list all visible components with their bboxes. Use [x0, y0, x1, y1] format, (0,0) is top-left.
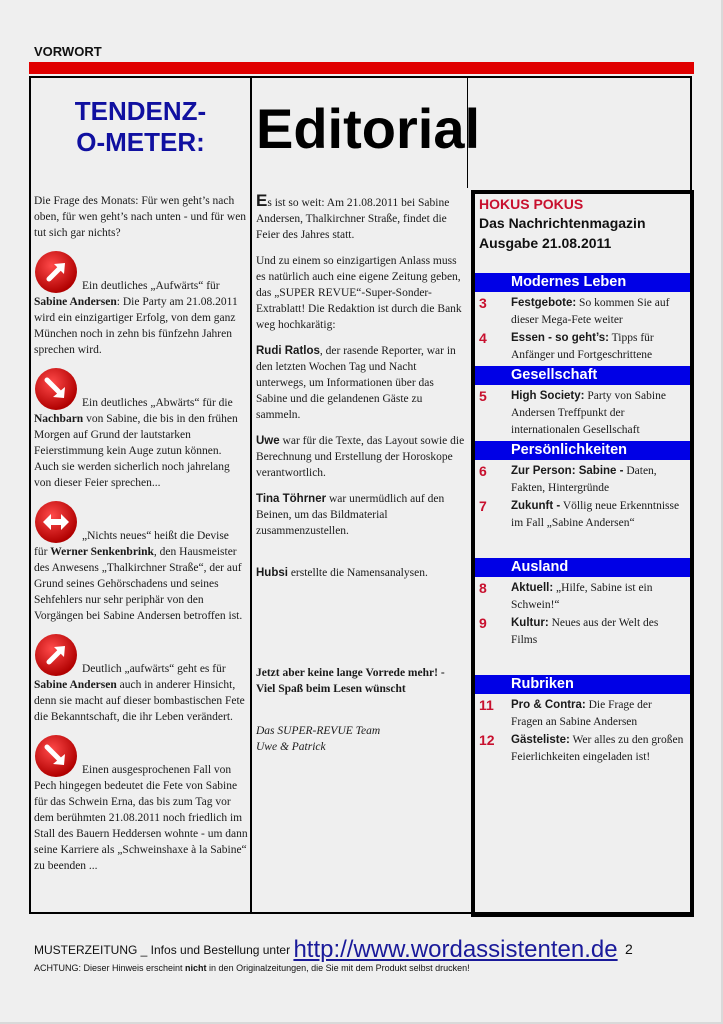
staff-name: Tina Töhrner [256, 493, 327, 505]
trend-text: „Nichts neues“ heißt die Devise für Werner Senkenbrink, den Hausmeister des Anwesens „Thalkirchner Straße“, der auf Grund seines Gehörschadens und seines Sehfehlers nur sehr periphär von den Vorgängen bei Sabine Andersen betroffen ist. [34, 530, 243, 622]
toc-item[interactable] [475, 295, 690, 329]
footer-notice: ACHTUNG: Dieser Hinweis erscheint nicht in den Originalzeitungen, die Sie mit dem Produkt selbst drucken! [34, 963, 470, 973]
toc-keyword: Gästeliste: [511, 734, 570, 746]
editorial-signature: Das SUPER-REVUE Team Uwe & Patrick [256, 725, 381, 753]
toc-category[interactable]: Rubriken [475, 675, 690, 694]
toc-page-number: 7 [479, 498, 487, 514]
toc-header [475, 194, 690, 253]
drop-letter: E [256, 191, 268, 210]
trend-lead: „Nichts neues“ heißt die Devise [82, 530, 229, 542]
toc-page-number: 5 [479, 388, 487, 404]
toc-item[interactable] [475, 388, 690, 439]
tendenz-title [31, 96, 250, 158]
tendenz-column [34, 193, 248, 874]
tendenz-title-line2: O-METER: [76, 127, 205, 157]
toc-item-text: Gästeliste: Wer alles zu den großen Feierlichkeiten eingeladen ist! [511, 734, 684, 763]
toc-page-number: 11 [479, 697, 494, 713]
toc-item-text: High Society: Party von Sabine Andersen Treffpunkt der internationalen Gesellschaft [511, 390, 666, 436]
trend-item [34, 734, 248, 874]
trend-list [34, 250, 248, 874]
trend-lead: Deutlich „aufwärts“ geht es für [82, 663, 226, 675]
trend-lead: Einen ausgesprochenen Fall von [82, 764, 232, 776]
toc-item-text: Aktuell: „Hilfe, Sabine ist ein Schwein!“ [511, 582, 653, 611]
trend-item [34, 633, 248, 725]
toc-category[interactable]: Modernes Leben [475, 273, 690, 292]
trend-text: Ein deutliches „Abwärts“ für die Nachbarn von Sabine, die bis in den frühen Morgen auf Grund der lautstarken Feierstimmung kein Auge zutun können. Auch sie werden sicherlich noch jahrelang von dieser Feier sprechen... [34, 397, 238, 489]
trend-lead: Ein deutliches „Abwärts“ für die [82, 397, 233, 409]
trend-text: Deutlich „aufwärts“ geht es für Sabine Andersen auch in anderer Hinsicht, denn sie macht auf dieser bombastischen Fete die Bekanntschaft, die ihr Leben verändert. [34, 663, 245, 723]
staff-entry: Hubsi erstellte die Namensanalysen. [256, 567, 428, 579]
toc-category[interactable]: Gesellschaft [475, 366, 690, 385]
staff-list [256, 343, 466, 581]
footer-link[interactable]: http://www.wordassistenten.de [293, 936, 618, 963]
staff-entry: Tina Töhrner war unermüdlich auf den Beinen, um das Bildmaterial zusammenzustellen. [256, 493, 445, 537]
toc-sections [475, 273, 690, 766]
section-label: VORWORT [34, 44, 102, 59]
trend-lead: Ein deutliches „Aufwärts“ für [82, 280, 220, 292]
toc-page-number: 9 [479, 615, 487, 631]
editorial-paragraph: Und zu einem so einzigartigen Anlass muss es natürlich auch eine eigene Zeitung geben, das „SUPER REVUE“-Super-Sonder-Extrablatt! Die Redaktion ist durch die Bank weg hochkarätig: [256, 255, 462, 331]
trend-text: Einen ausgesprochenen Fall von Pech hingegen bedeutet die Fete von Sabine für das Schwein Erna, das bis zum Tag vor dem berühmten 21.08.2011 noch friedlich im Stall des Bauern Heddersen wohnte - um dann seine Karriere als „Schweinshaxe à la Sabine“ zu beenden ... [34, 764, 248, 872]
toc-keyword: High Society: [511, 390, 585, 402]
toc-issue: Ausgabe 21.08.2011 [479, 235, 612, 251]
trend-subject: Werner Senkenbrink [50, 546, 154, 558]
red-header-bar [29, 62, 694, 74]
toc-keyword: Zur Person: Sabine - [511, 465, 624, 477]
staff-entry: Rudi Ratlos, der rasende Reporter, war in den letzten Wochen Tag und Nacht unterwegs, um Informationen über das Sabine und die gelandenen Gäste zu sammeln. [256, 345, 456, 421]
footer-prefix: MUSTERZEITUNG _ Infos und Bestellung unter [34, 943, 294, 957]
trend-item [34, 250, 248, 358]
toc-item[interactable] [475, 330, 690, 364]
toc-item[interactable] [475, 732, 690, 766]
toc-item-text: Zukunft - Völlig neue Erkenntnisse im Fall „Sabine Andersen“ [511, 500, 680, 529]
toc-page-number: 6 [479, 463, 487, 479]
toc-page-number: 12 [479, 732, 495, 748]
toc-subtitle: Das Nachrichtenmagazin [479, 215, 646, 231]
tendenz-title-line1: TENDENZ- [74, 96, 207, 126]
toc-page-number: 4 [479, 330, 487, 346]
toc-item[interactable] [475, 615, 690, 649]
toc-page-number: 3 [479, 295, 487, 311]
trend-item [34, 367, 248, 491]
editorial-title: Editorial [256, 97, 481, 160]
toc-page-number: 8 [479, 580, 487, 596]
table-of-contents [471, 190, 694, 917]
column-divider [250, 76, 252, 914]
staff-name: Rudi Ratlos [256, 345, 320, 357]
toc-item[interactable] [475, 697, 690, 731]
staff-entry: Uwe war für die Texte, das Layout sowie die Berechnung und Erstellung der Horoskope verantwortlich. [256, 435, 465, 479]
toc-item[interactable] [475, 580, 690, 614]
staff-name: Hubsi [256, 567, 288, 579]
trend-subject: Nachbarn [34, 413, 84, 425]
toc-category[interactable]: Ausland [475, 558, 690, 577]
toc-item-text: Essen - so geht’s: Tipps für Anfänger und Fortgeschrittene [511, 332, 654, 361]
footer-info [34, 936, 633, 964]
toc-item[interactable] [475, 463, 690, 497]
toc-brand: HOKUS POKUS [479, 196, 584, 212]
toc-item[interactable] [475, 498, 690, 532]
page-number: 2 [624, 941, 633, 957]
editorial-paragraph: Es ist so weit: Am 21.08.2011 bei Sabine Andersen, Thalkirchner Straße, findet die Feier des Jahres statt. [256, 191, 450, 241]
toc-category[interactable]: Persönlichkeiten [475, 441, 690, 460]
toc-keyword: Kultur: [511, 617, 549, 629]
toc-keyword: Pro & Contra: [511, 699, 586, 711]
toc-keyword: Aktuell: [511, 582, 554, 594]
toc-item-text: Kultur: Neues aus der Welt des Films [511, 617, 659, 646]
trend-subject: Sabine Andersen [34, 296, 117, 308]
toc-item-text: Pro & Contra: Die Frage der Fragen an Sabine Andersen [511, 699, 652, 728]
trend-item [34, 500, 248, 624]
tendenz-intro: Die Frage des Monats: Für wen geht’s nach oben, für wen geht’s nach unten - und für wen tut sich gar nichts? [34, 195, 247, 239]
toc-keyword: Essen - so geht’s: [511, 332, 609, 344]
toc-keyword: Zukunft - [511, 500, 561, 512]
staff-name: Uwe [256, 435, 280, 447]
trend-subject: Sabine Andersen [34, 679, 117, 691]
trend-text: Ein deutliches „Aufwärts“ für Sabine Andersen: Die Party am 21.08.2011 wird ein einzigartiger Erfolg, von dem ganz München noch in zehn bis fünfzehn Jahren sprechen wird. [34, 280, 238, 356]
editorial-closing: Jetzt aber keine lange Vorrede mehr! - Viel Spaß beim Lesen wünscht [256, 667, 445, 695]
toc-item-text: Festgebote: So kommen Sie auf dieser Mega-Fete weiter [511, 297, 670, 326]
toc-item-text: Zur Person: Sabine - Daten, Fakten, Hintergründe [511, 465, 657, 494]
toc-keyword: Festgebote: [511, 297, 577, 309]
editorial-column [256, 193, 466, 765]
